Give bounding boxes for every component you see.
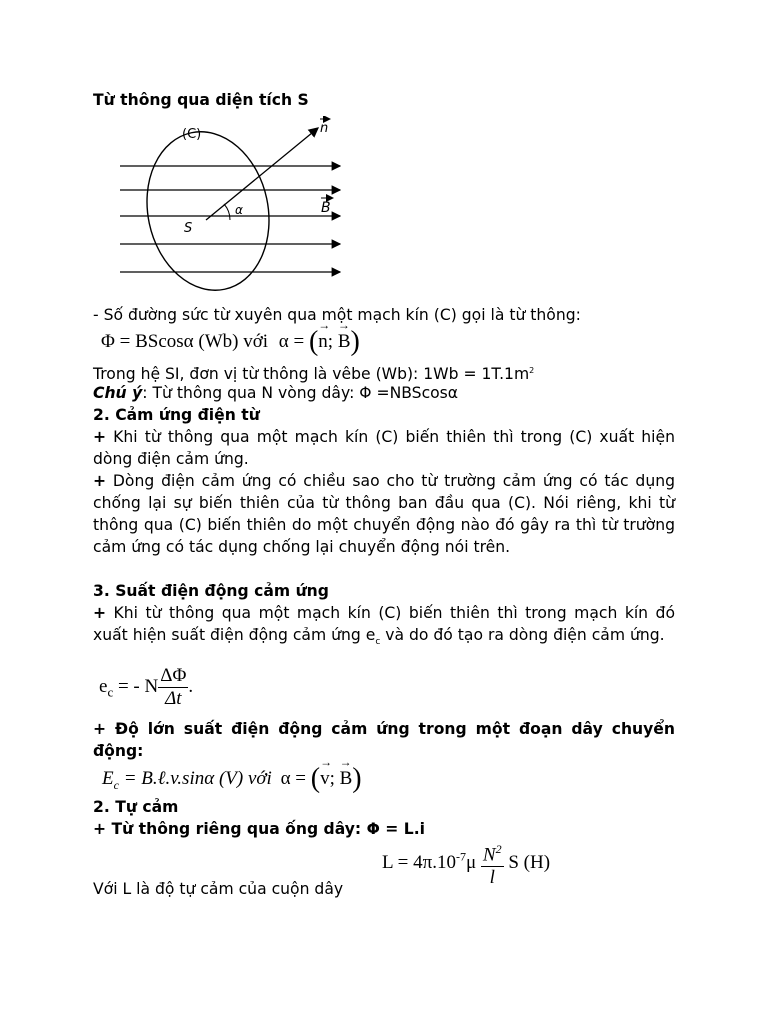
fraction-denominator: Δt [165, 688, 182, 709]
label-b: B [321, 200, 331, 216]
heading-self-inductance: 2. Tự cảm [93, 798, 179, 816]
paragraph-note: Chú ý: Từ thông qua N vòng dây: Φ =NBScosα [93, 384, 459, 402]
heading-emf: 3. Suất điện động cảm ứng [93, 582, 329, 600]
paragraph-flux-definition: - Số đường sức từ xuyên qua một mạch kín (C) gọi là từ thông: [93, 306, 581, 324]
angle-arc [224, 204, 230, 220]
formula-flux-alpha: α = [278, 331, 305, 352]
formula-flux: Φ = BScosα (Wb) với α = (→ n; → B) [101, 326, 360, 358]
paragraph-emf: + Khi từ thông qua một mạch kín (C) biến thiên thì trong mạch kín đó xuất hiện suất điện động cảm ứng $e_c$ và do đó tạo ra dòng điện cảm ứng. [93, 604, 675, 648]
vector-v: → v [320, 768, 330, 790]
label-c: (C) [182, 127, 202, 142]
paragraph-induction-2: + Dòng điện cảm ứng có chiều sao cho từ trường cảm ứng có tác dụng chống lại sự biến thiên của từ thông ban đầu qua (C). Nói riêng, khi từ thông qua (C) biến thiên do một chuyển động nào đó gây ra thì từ trường cảm ứng có tác dụng chống lại chuyển động nói trên. [93, 472, 675, 556]
paragraph-induction-1: + Khi từ thông qua một mạch kín (C) biến thiên thì trong (C) xuất hiện dòng điện cảm ứng. [93, 428, 675, 468]
inductance-denominator: l [489, 867, 495, 889]
section-heading-flux: Từ thông qua diện tích S [93, 91, 309, 109]
circuit-loop [133, 120, 284, 296]
vector-b: → B [338, 331, 351, 353]
paragraph-moving-wire: + Độ lớn suất điện động cảm ứng trong một đoạn dây chuyển động: [93, 720, 675, 760]
vector-n: → n [318, 331, 328, 353]
formula-motional-emf: $E_c$ = B.ℓ.v.sinα (V) với α = (→ v; → B) [102, 763, 362, 795]
paragraph-si-unit: Trong hệ SI, đơn vị từ thông là vêbe (Wb): $1Wb = 1T.1m^2$ [93, 365, 535, 384]
fraction-numerator: ΔΦ [160, 665, 187, 686]
formula-flux-lhs: Φ = BScosα (Wb) với [101, 331, 269, 352]
heading-induction: 2. Cảm ứng điện từ [93, 406, 260, 424]
unit-exponent: 2 [529, 366, 535, 375]
formula-inductance: $L = 4\pi.10^{-7}\mu$ $\frac{N^2}{l}$ S (H) [382, 838, 550, 889]
magnetic-flux-diagram [108, 116, 348, 296]
formula-emf: $e_c$ = - N $\frac{\Delta\Phi}{\Delta t}$ . [99, 665, 194, 709]
vector-b2: → B [340, 768, 353, 790]
label-n: n [320, 121, 329, 136]
label-s: S [184, 221, 193, 236]
normal-vector [206, 128, 318, 220]
note-label: Chú ý [93, 384, 143, 402]
label-alpha: α [235, 203, 243, 217]
inductance-numerator: $N^2$ [481, 838, 504, 867]
paragraph-self-flux: + Từ thông riêng qua ống dây: Φ = L.i [93, 820, 425, 838]
paragraph-inductance-note: Với L là độ tự cảm của cuộn dây [93, 880, 344, 898]
